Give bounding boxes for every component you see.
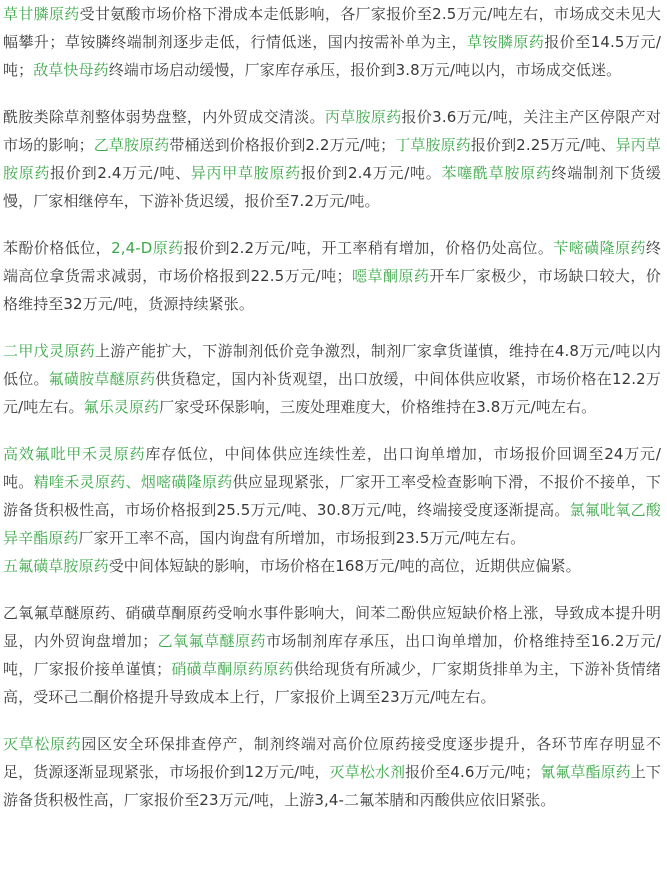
product-name-highlight: 二甲戊灵原药 — [3, 342, 95, 360]
product-name-highlight: 氟磺胺草醚原药 — [48, 370, 156, 388]
paragraph-text: 终端高位拿货需求减弱，市场价格报到22.5万元/吨； — [3, 239, 662, 285]
paragraph-text: 乙氧氟草醚原药、硝磺草酮原药受响水事件影响大，间苯二酚供应短缺价格上涨，导致成本提升明显，内外贸询盘增加； — [3, 604, 661, 650]
product-name-highlight: 硝磺草酮原药原药 — [171, 660, 294, 678]
article-paragraph — [3, 337, 661, 421]
paragraph-text: 市场制剂库存承压，出口询单增加，价格维持至16.2万元/吨，厂家报价接单谨慎； — [3, 632, 661, 678]
product-name-highlight: 乙氧氟草醚原药 — [157, 632, 266, 650]
product-name-highlight: 苄嘧磺隆原药 — [553, 239, 646, 257]
product-name-highlight: 异丙草胺原药 — [3, 136, 661, 182]
product-name-highlight: 精喹禾灵原药、烟嘧磺隆原药 — [33, 473, 233, 491]
paragraph-text: 受中间体短缺的影响，市场价格在168万元/吨的高位，近期供应偏紧。 — [108, 557, 581, 575]
product-name-highlight: 丁草胺原药 — [395, 136, 471, 154]
product-name-highlight: 五氟磺草胺原药 — [3, 557, 109, 575]
paragraph-text: 厂家开工率不高，国内询盘有所增加，市场报到23.5万元/吨左右。 — [78, 529, 526, 547]
paragraph-text: 厂家受环保影响，三废处理难度大，价格维持在3.8万元/吨左右。 — [159, 398, 597, 416]
product-name-highlight: 噁草酮原药 — [351, 267, 430, 285]
paragraph-text: 库存低位，中间体供应连续性差，出口询单增加，市场报价回调至24万元/吨。 — [3, 445, 661, 491]
product-name-highlight: 苯噻酰草胺原药 — [441, 164, 552, 182]
paragraph-text: 报价到2.4万元/吨、 — [50, 164, 191, 182]
product-name-highlight: 乙草胺原药 — [93, 136, 170, 154]
article-paragraph — [3, 0, 661, 84]
paragraph-text: 终端市场启动缓慢，厂家库存承压，报价到3.8万元/吨以内，市场成交低迷。 — [108, 61, 622, 79]
product-name-highlight: 灭草松原药 — [3, 735, 82, 753]
paragraph-text: 报价至4.6万元/吨； — [405, 763, 541, 781]
paragraph-text: 报价到2.4万元/吨。 — [300, 164, 442, 182]
paragraph-text: 带桶送到价格报价到2.2万元/吨； — [169, 136, 396, 154]
article-paragraph — [3, 440, 661, 580]
paragraph-text: 开车厂家极少，市场缺口较大，价格维持至32万元/吨，货源持续紧张。 — [3, 267, 661, 313]
paragraph-text: 报价到2.25万元/吨、 — [470, 136, 616, 154]
product-name-highlight: 敌草快母药 — [33, 61, 109, 79]
product-name-highlight: 灭草松水剂 — [329, 763, 406, 781]
paragraph-text: 上游产能扩大，下游制剂低价竞争激烈，制剂厂家拿货谨慎，维持在4.8万元/吨以内低位。 — [3, 342, 662, 388]
paragraph-text: 园区安全环保排查停产，制剂终端对高价位原药接受度逐步提升，各环节库存明显不足，货源逐渐显现紧张，市场报价到12万元/吨， — [3, 735, 661, 781]
product-name-highlight: 氟乐灵原药 — [83, 398, 160, 416]
product-name-highlight: 草甘膦原药 — [3, 5, 80, 23]
paragraph-text: 供应显现紧张，厂家开工率受检查影响下滑，不报价不接单，下游备货积极性高，市场价格报到25.5万元/吨、30.8万元/吨，终端接受度逐渐提高。 — [3, 473, 662, 519]
paragraph-text: 终端制剂下货缓慢，厂家相继停车，下游补货迟缓，报价至7.2万元/吨。 — [3, 164, 661, 210]
paragraph-text: 苯酚价格低位， — [3, 239, 112, 257]
paragraph-text: 报价3.6万元/吨，关注主产区停限产对市场的影响； — [3, 108, 661, 154]
product-name-highlight: 氯氟吡氧乙酸异辛酯原药 — [3, 501, 661, 547]
product-name-highlight: 丙草胺原药 — [324, 108, 402, 126]
article-paragraph — [3, 103, 661, 215]
paragraph-text: 报价至14.5万元/吨； — [3, 33, 661, 79]
product-name-highlight: 高效氟吡甲禾灵原药 — [3, 445, 146, 463]
product-name-highlight: 异丙甲草胺原药 — [190, 164, 301, 182]
product-name-highlight: 2,4-D原药 — [111, 239, 184, 257]
article-paragraph — [3, 234, 661, 318]
paragraph-text: 酰胺类除草剂整体弱势盘整，内外贸成交清淡。 — [3, 108, 325, 126]
article-paragraph — [3, 599, 661, 711]
article-paragraph — [3, 730, 661, 814]
paragraph-text: 报价到2.2万元/吨，开工率稍有增加，价格仍处高位。 — [183, 239, 554, 257]
paragraph-text: 供给现货有所减少，厂家期货排单为主，下游补货情绪高，受环己二酮价格提升导致成本上行，厂家报价上调至23万元/吨左右。 — [3, 660, 661, 706]
paragraph-text: 上下游备货积极性高，厂家报价至23万元/吨，上游3,4-二氟苯腈和丙酸供应依旧紧张。 — [3, 763, 661, 809]
product-name-highlight: 草铵膦原药 — [467, 33, 545, 51]
product-name-highlight: 氰氟草酯原药 — [540, 763, 631, 781]
paragraph-text: 供货稳定，国内补货观望，出口放缓，中间体供应收紧，市场价格在12.2万元/吨左右。 — [3, 370, 661, 416]
paragraph-text: 受甘氨酸市场价格下滑成本走低影响，各厂家报价至2.5万元/吨左右，市场成交未见大幅攀升；草铵膦终端制剂逐步走低，行情低迷，国内按需补单为主， — [3, 5, 661, 51]
